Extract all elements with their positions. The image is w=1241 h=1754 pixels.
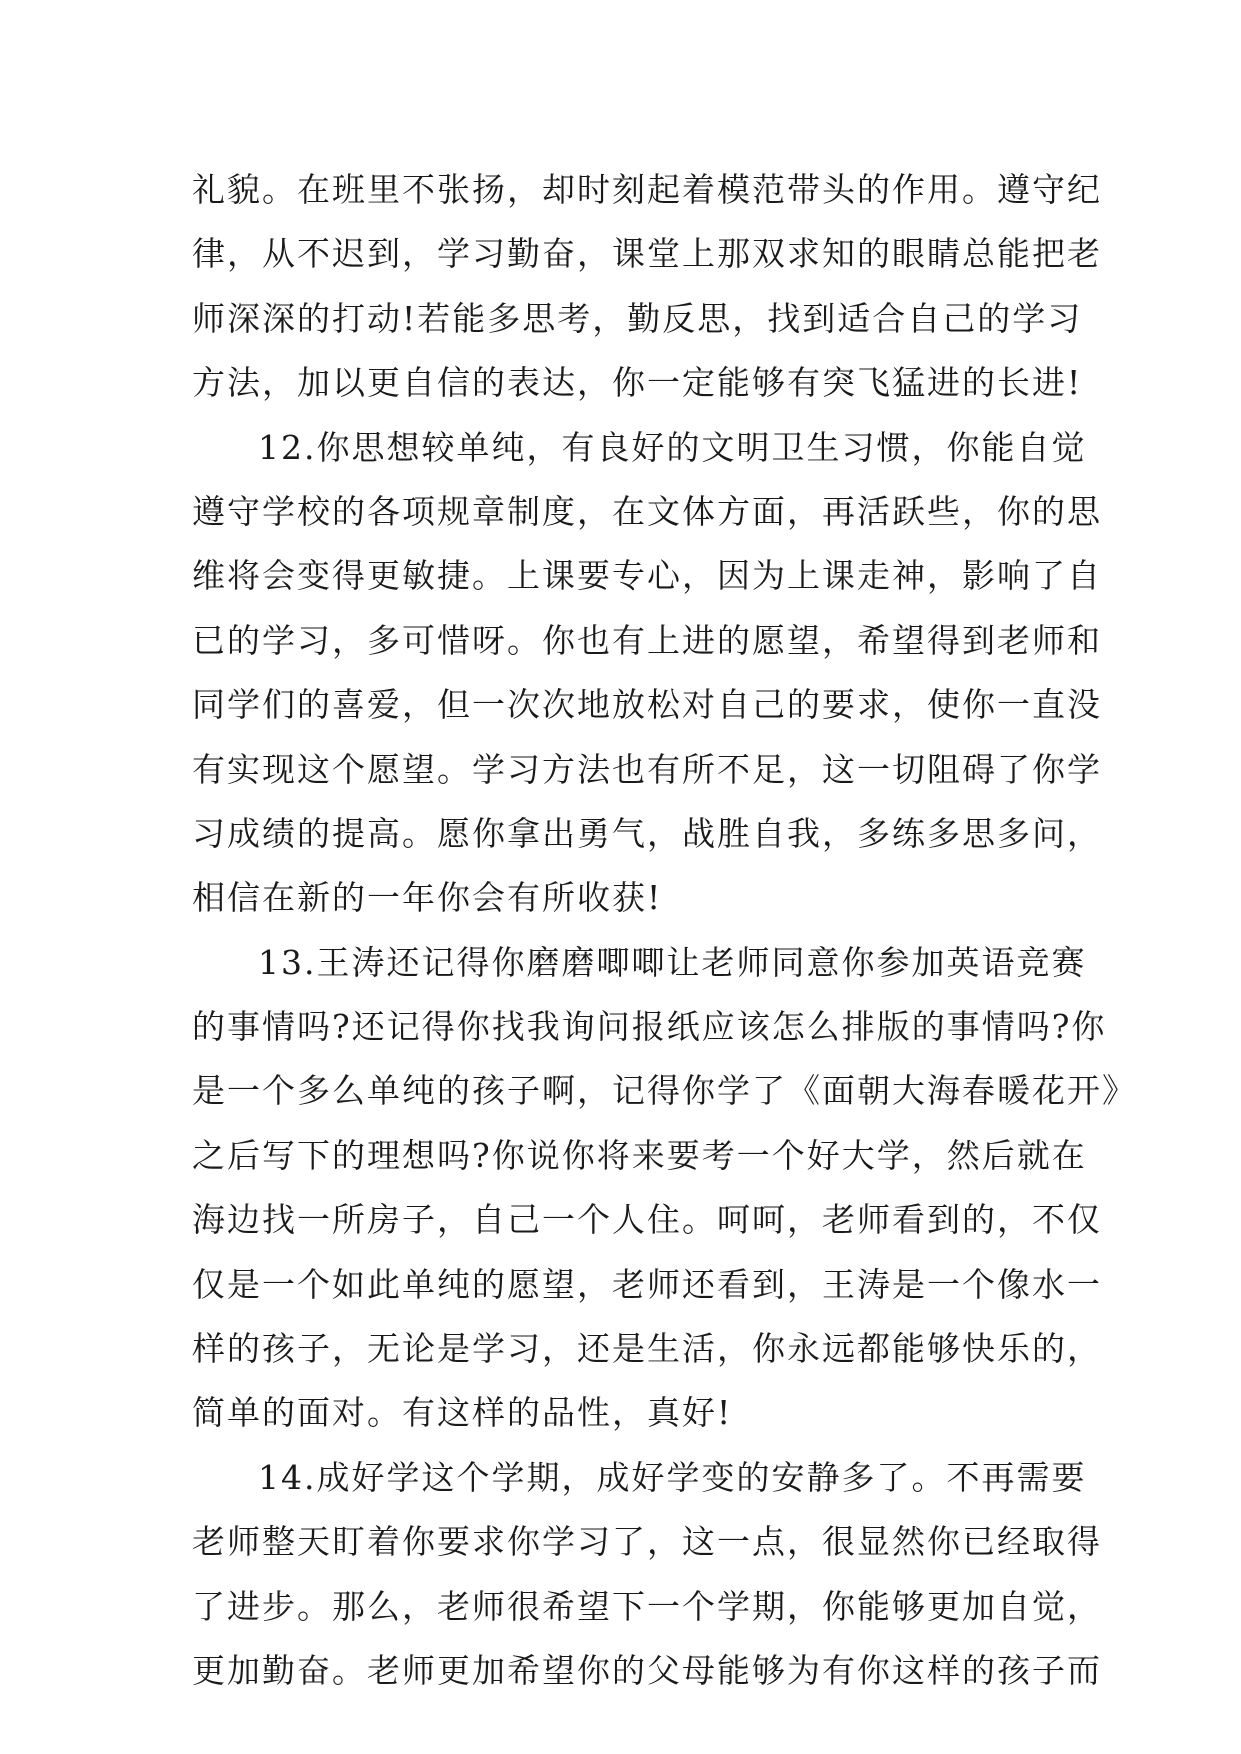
text-line: 样的孩子，无论是学习，还是生活，你永远都能够快乐的， xyxy=(192,1329,1102,1369)
text-line: 维将会变得更敏捷。上课要专心，因为上课走神，影响了自 xyxy=(192,556,1102,596)
body-text xyxy=(192,158,1137,1703)
paragraph-start-line: 13.王涛还记得你磨磨唧唧让老师同意你参加英语竞赛 xyxy=(258,942,1087,982)
text-line: 海边找一所房子，自己一个人住。呵呵，老师看到的，不仅 xyxy=(192,1200,1102,1240)
paragraph-end-line: 相信在新的一年你会有所收获! xyxy=(192,878,663,918)
text-line: 遵守学校的各项规章制度，在文体方面，再活跃些，你的思 xyxy=(192,491,1102,531)
text-line: 之后写下的理想吗?你说你将来要考一个好大学，然后就在 xyxy=(192,1135,1087,1175)
text-line: 仅是一个如此单纯的愿望，老师还看到，王涛是一个像水一 xyxy=(192,1264,1102,1304)
text-line: 更加勤奋。老师更加希望你的父母能够为有你这样的孩子而 xyxy=(192,1650,1102,1690)
text-line: 已的学习，多可惜呀。你也有上进的愿望，希望得到老师和 xyxy=(192,620,1102,660)
text-line: 的事情吗?还记得你找我询问报纸应该怎么排版的事情吗?你 xyxy=(192,1007,1107,1047)
text-line: 有实现这个愿望。学习方法也有所不足，这一切阻碍了你学 xyxy=(192,749,1102,789)
text-line: 师深深的打动!若能多思考，勤反思，找到适合自己的学习 xyxy=(192,298,1083,338)
text-line: 方法，加以更自信的表达，你一定能够有突飞猛进的长进! xyxy=(192,363,1083,403)
text-line: 老师整天盯着你要求你学习了，这一点，很显然你已经取得 xyxy=(192,1522,1102,1562)
text-line: 同学们的喜爱，但一次次地放松对自己的要求，使你一直没 xyxy=(192,685,1102,725)
paragraph-start-line: 12.你思想较单纯，有良好的文明卫生习惯，你能自觉 xyxy=(258,427,1087,467)
text-line: 律，从不迟到，学习勤奋，课堂上那双求知的眼睛总能把老 xyxy=(192,234,1102,274)
text-line: 是一个多么单纯的孩子啊，记得你学了《面朝大海春暖花开》 xyxy=(192,1071,1137,1111)
text-line: 了进步。那么，老师很希望下一个学期，你能够更加自觉， xyxy=(192,1586,1102,1626)
paragraph-start-line: 14.成好学这个学期，成好学变的安静多了。不再需要 xyxy=(258,1457,1087,1497)
paragraph-end-line: 简单的面对。有这样的品性，真好! xyxy=(192,1393,733,1433)
text-line: 礼貌。在班里不张扬，却时刻起着模范带头的作用。遵守纪 xyxy=(192,170,1102,209)
text-line: 习成绩的提高。愿你拿出勇气，战胜自我，多练多思多问， xyxy=(192,813,1102,853)
